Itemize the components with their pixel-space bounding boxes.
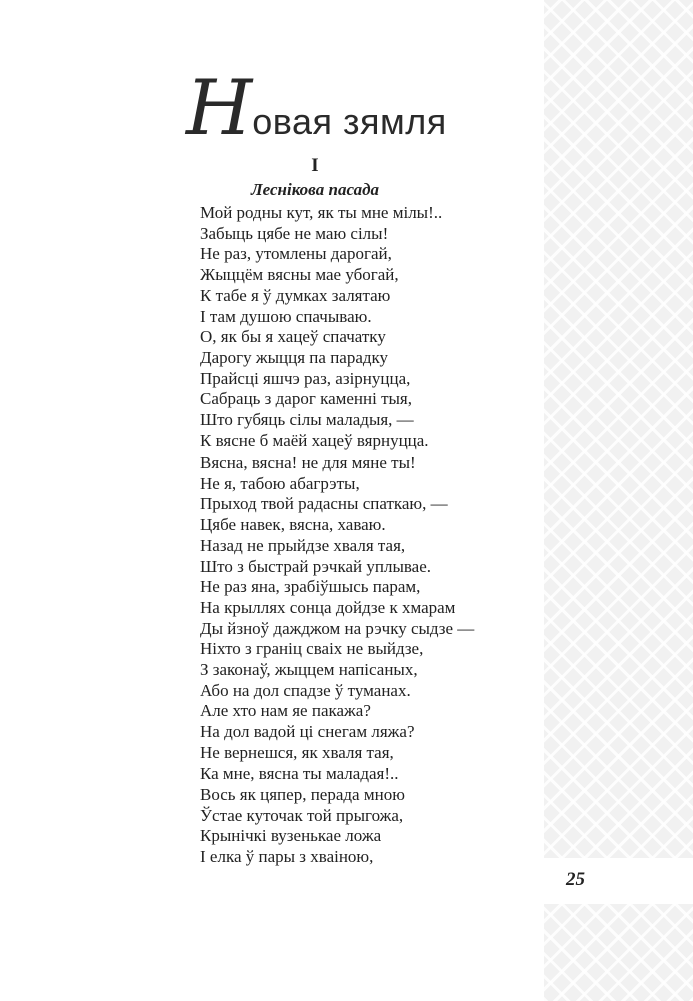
verse-line: К табе я ў думках залятаю [200,285,391,305]
verse-line: Ка мне, вясна ты маладая!.. [200,763,399,783]
verse-line: Не раз яна, зрабіўшысь парам, [200,577,421,597]
verse-line: Прыход твой радасны спаткаю, — [200,494,448,514]
verse-line: Цябе навек, вясна, хаваю. [200,515,386,535]
verse-line: Мой родны кут, як ты мне мілы!.. [200,203,443,222]
verse-line: О, як бы я хацеў спачатку [200,327,386,347]
section-subtitle: Лесніковa пасада [251,180,379,199]
stanza-1 [200,203,500,451]
verse-line: Вось як цяпер, перада мною [200,785,405,804]
verse-line: І елка ў пары з хваіною, [200,847,374,867]
page-number: 25 [566,869,585,890]
verse-line: Дарогу жыцця па парадку [200,347,389,367]
verse-line: Прайсці яшчэ раз, азірнуцца, [200,368,411,388]
part-number: I [311,155,319,176]
verse-line: Не раз, утомлены дарогай, [200,244,392,264]
decorative-ornament-band [544,0,693,1001]
verse-line: Забыць цябе не маю сілы! [200,223,389,243]
verse-line: Не я, табою абагрэты, [200,473,360,493]
verse-line: Ўстае куточак той прыгожа, [200,805,404,825]
verse-line: Жыццём вясны мае убогай, [200,265,399,285]
verse-line: Крынічкі вузенькае ложа [200,826,382,846]
verse-line: Што губяць сілы маладыя, — [200,410,414,430]
verse-line: І там душою спачываю. [200,306,372,326]
verse-line: Але хто нам яе пакажа? [200,701,371,721]
verse-line: На крыллях сонца дойдзе к хмарам [200,597,456,617]
verse-line: З законаў, жыццем напісаных, [200,660,418,680]
title-text: овая зямля [252,101,447,142]
verse-line: Не вернешся, як хваля тая, [200,742,394,762]
verse-line: Або на дол спадзе ў туманах. [200,680,411,700]
verse-line: Што з быстрай рэчкай уплывае. [200,556,432,576]
verse-line: Вясна, вясна! не для мяне ты! [200,453,416,472]
verse-line: Сабраць з дарог каменні тыя, [200,389,413,409]
verse-line: Ніхто з граніц сваіх не выйдзе, [200,639,424,659]
title-initial-letter: Н [186,63,253,152]
verse-line: К вясне б маёй хацеў вярнуцца. [200,430,429,450]
verse-line: Ды йзноў дажджом на рэчку сыдзе — [200,618,475,638]
verse-line: Назад не прыйдзе хваля тая, [200,535,406,555]
page-title [186,63,516,152]
verse-line: На дол вадой ці снегам ляжа? [200,722,415,742]
stanza-3 [200,785,500,868]
stanza-2 [200,453,500,784]
